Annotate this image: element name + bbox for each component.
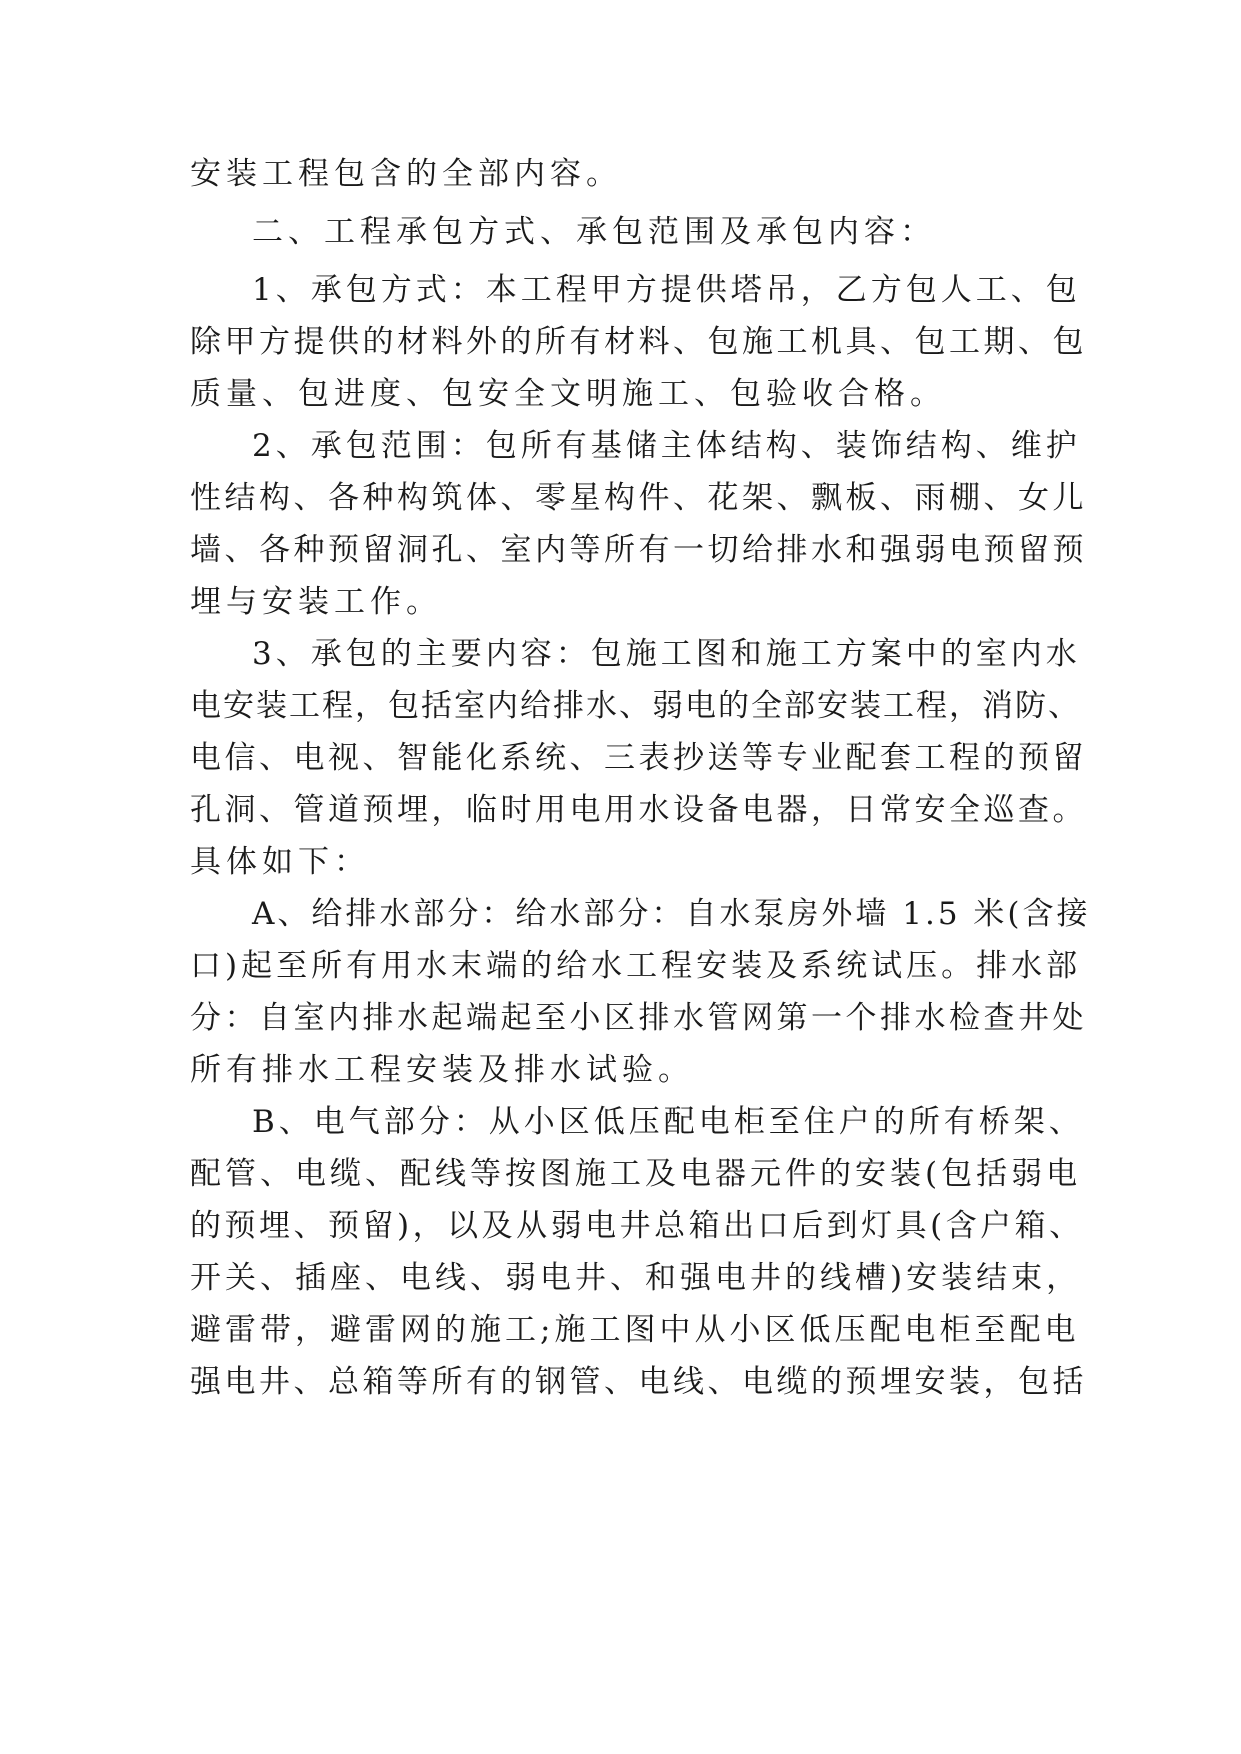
paragraph-line: 安装工程包含的全部内容。 (190, 156, 622, 192)
section-heading: 二、工程承包方式、承包范围及承包内容： (252, 214, 936, 250)
paragraph-line: 电信、电视、智能化系统、三表抄送等专业配套工程的预留 (190, 740, 1087, 776)
paragraph-line: 开关、插座、电线、弱电井、和强电井的线槽)安装结束， (190, 1260, 1082, 1296)
paragraph-line: 的预埋、预留)，以及从弱电井总箱出口后到灯具(含户箱、 (190, 1208, 1084, 1244)
paragraph-line: 配管、电缆、配线等按图施工及电器元件的安装(包括弱电 (190, 1156, 1082, 1192)
paragraph-line: 强电井、总箱等所有的钢管、电线、电缆的预埋安装，包括 (190, 1364, 1087, 1400)
paragraph-line: A、给排水部分：给水部分：自水泵房外墙 1.5 米(含接 (252, 896, 1091, 932)
paragraph-line: 电安装工程，包括室内给排水、弱电的全部安装工程，消防、 (190, 688, 1081, 724)
paragraph-line: 墙、各种预留洞孔、室内等所有一切给排水和强弱电预留预 (190, 532, 1087, 568)
paragraph-line: 孔洞、管道预埋，临时用电用水设备电器，日常安全巡查。 (190, 792, 1087, 828)
paragraph-line: 具体如下： (190, 844, 370, 880)
paragraph-line: 性结构、各种构筑体、零星构件、花架、飘板、雨棚、女儿 (190, 480, 1087, 516)
paragraph-line: 质量、包进度、包安全文明施工、包验收合格。 (190, 376, 946, 412)
paragraph-line: 1、承包方式：本工程甲方提供塔吊，乙方包人工、包 (252, 272, 1081, 308)
paragraph-line: B、电气部分：从小区低压配电柜至住户的所有桥架、 (252, 1104, 1084, 1140)
paragraph-line: 埋与安装工作。 (190, 584, 442, 620)
paragraph-line: 口)起至所有用水末端的给水工程安装及系统试压。排水部 (190, 948, 1082, 984)
paragraph-line: 除甲方提供的材料外的所有材料、包施工机具、包工期、包 (190, 324, 1087, 360)
paragraph-line: 分：自室内排水起端起至小区排水管网第一个排水检查井处 (190, 1000, 1087, 1036)
paragraph-line: 2、承包范围：包所有基储主体结构、装饰结构、维护 (252, 428, 1081, 464)
paragraph-line: 避雷带，避雷网的施工;施工图中从小区低压配电柜至配电 (190, 1312, 1080, 1348)
paragraph-line: 所有排水工程安装及排水试验。 (190, 1052, 694, 1088)
paragraph-line: 3、承包的主要内容：包施工图和施工方案中的室内水 (252, 636, 1081, 672)
